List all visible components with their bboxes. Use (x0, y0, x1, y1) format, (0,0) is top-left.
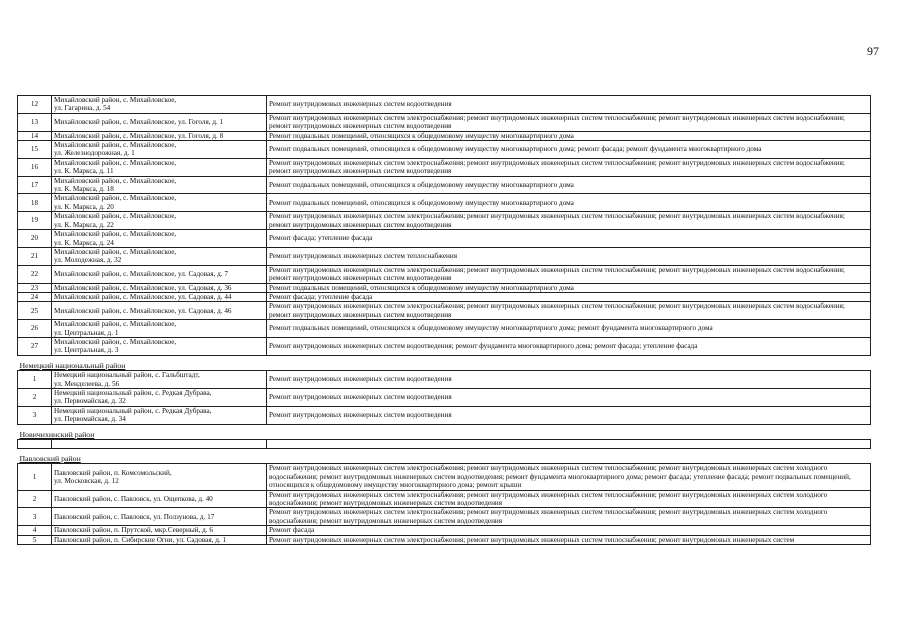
row-number-cell (18, 283, 52, 292)
row-number-cell (18, 113, 52, 131)
address-text: ул. К. Маркса, д. 18 (54, 185, 114, 194)
address-text: Михайловский район, с. Михайловское, (54, 230, 177, 239)
work-type-cell (267, 194, 871, 212)
work-type-cell (267, 371, 871, 389)
district-title: Немецкий национальный район (19, 360, 126, 370)
address-text: ул. Первомайская, д. 34 (54, 415, 126, 424)
row-number-text: 1 (32, 472, 37, 481)
work-type-text: Ремонт внутридомовых инженерных систем электроснабжения; ремонт внутридомовых инженерных систем теплоснабжения; ремонт внутридомовых инженерных систем водоснабжения; ремонт внутридомовых инженерных систем водоотведения (269, 113, 845, 131)
table-row (18, 212, 871, 230)
address-cell (52, 464, 267, 490)
address-cell (52, 371, 267, 389)
district-section-row (18, 424, 871, 439)
work-type-cell (267, 113, 871, 131)
work-type-cell (267, 302, 871, 320)
row-number-text: 17 (30, 180, 39, 189)
work-type-text: Ремонт подвальных помещений, относящихся к общедомовому имуществу многоквартирного дома; ремонт фундамента многоквартирного дома (269, 324, 713, 333)
work-type-text: Ремонт внутридомовых инженерных систем водоотведения; ремонт фундамента многоквартирного дома; ремонт фасада; утепление фасада (269, 342, 698, 351)
address-text: Немецкий национальный район, с. Редкая Дубрава, (54, 389, 212, 397)
work-type-text: Ремонт подвальных помещений, относящихся к общедомовому имуществу многоквартирного дома (269, 198, 574, 207)
work-type-text: Ремонт подвальных помещений, относящихся к общедомовому имуществу многоквартирного дома (269, 283, 574, 292)
address-text: Михайловский район, с. Михайловское, (54, 141, 177, 150)
address-text: Михайловский район, с. Михайловское, (54, 158, 177, 167)
row-number-cell (18, 371, 52, 389)
address-cell (52, 176, 267, 194)
work-type-cell (267, 389, 871, 407)
empty-cell (267, 440, 871, 449)
work-type-cell (267, 490, 871, 508)
district-section-row (18, 449, 871, 464)
work-type-cell (267, 212, 871, 230)
work-type-text: Ремонт внутридомовых инженерных систем электроснабжения; ремонт внутридомовых инженерных систем теплоснабжения; ремонт внутридомовых инженерных систем водоснабжения; ремонт внутридомовых инженерных систем водоотведения (269, 158, 845, 176)
row-number-cell (18, 406, 52, 424)
row-number-text: 4 (32, 526, 37, 535)
work-type-text: Ремонт внутридомовых инженерных систем электроснабжения; ремонт внутридомовых инженерных систем теплоснабжения; ремонт внутридомовых инженерных систем холодного водоснабжения; ремонт внутридомовых инженерных систем водоотведения (269, 508, 828, 525)
row-number-text: 21 (30, 252, 39, 261)
work-type-text: Ремонт внутридомовых инженерных систем водоотведения (269, 100, 452, 109)
table-row (18, 96, 871, 114)
row-number-cell (18, 141, 52, 159)
row-number-cell (18, 526, 52, 535)
row-number-cell (18, 464, 52, 490)
row-number-cell (18, 96, 52, 114)
row-number-cell (18, 490, 52, 508)
row-number-cell (18, 176, 52, 194)
address-cell (52, 247, 267, 265)
address-text: Михайловский район, с. Михайловское, (54, 96, 177, 104)
work-type-text: Ремонт внутридомовых инженерных систем электроснабжения; ремонт внутридомовых инженерных систем теплоснабжения; ремонт внутридомовых инженерных систем холодного водоснабжения; ремонт внутридомовых инженерных систем водоотведения; ремонт фундамента многоквартирного дома; ремонт фасада; утепление фасада; ремонт подвальных помещений, относящихся к общедомовому имуществу многоквартирного дома; ремонт крыши (269, 464, 851, 490)
row-number-cell (18, 230, 52, 248)
row-number-text: 12 (30, 100, 39, 109)
address-cell (52, 337, 267, 355)
address-cell (52, 535, 267, 544)
empty-cell (52, 440, 267, 449)
address-cell (52, 158, 267, 176)
address-text: ул. К. Маркса, д. 11 (54, 167, 114, 176)
address-text: Михайловский район, с. Михайловское, ул. Садовая, д. 36 (54, 283, 232, 292)
work-type-cell (267, 141, 871, 159)
work-type-cell (267, 176, 871, 194)
repair-schedule-body (18, 96, 871, 545)
row-number-text: 2 (32, 393, 37, 402)
address-text: ул. Центральная, д. 3 (54, 346, 119, 355)
table-row (18, 508, 871, 526)
table-row (18, 320, 871, 338)
work-type-text: Ремонт внутридомовых инженерных систем электроснабжения; ремонт внутридомовых инженерных систем теплоснабжения; ремонт внутридомовых инженерных систем водоснабжения; ремонт внутридомовых инженерных систем водоотведения (269, 212, 845, 229)
table-row (18, 158, 871, 176)
address-text: ул. Гагарина, д. 54 (54, 104, 111, 113)
address-text: Немецкий национальный район, с. Гальбштадт, (54, 371, 200, 380)
work-type-cell (267, 320, 871, 338)
work-type-text: Ремонт подвальных помещений, относящихся к общедомовому имуществу многоквартирного дома (269, 180, 574, 189)
address-text: Немецкий национальный район, с. Редкая Дубрава, (54, 406, 212, 415)
address-text: Михайловский район, с. Михайловское, ул. Гоголя, д. 8 (54, 131, 224, 140)
address-text: Михайловский район, с. Михайловское, ул. Садовая, д. 44 (54, 292, 232, 301)
address-text: Павловский район, с. Павловск, ул. Ощепкова, д. 40 (54, 494, 213, 503)
table-row (18, 406, 871, 424)
work-type-cell (267, 131, 871, 140)
district-title: Павловский район (19, 454, 81, 464)
address-cell (52, 389, 267, 407)
address-cell (52, 141, 267, 159)
address-cell (52, 490, 267, 508)
work-type-text: Ремонт внутридомовых инженерных систем электроснабжения; ремонт внутридомовых инженерных систем теплоснабжения; ремонт внутридомовых инженерных систем водоснабжения; ремонт внутридомовых инженерных систем водоотведения (269, 302, 845, 319)
address-cell (52, 212, 267, 230)
empty-cell (18, 440, 52, 449)
table-row (18, 194, 871, 212)
work-type-cell (267, 526, 871, 535)
row-number-text: 27 (30, 342, 39, 351)
address-cell (52, 265, 267, 283)
table-row (18, 371, 871, 389)
row-number-text: 22 (30, 269, 39, 278)
empty-table-row (18, 440, 871, 449)
address-cell (52, 526, 267, 535)
work-type-text: Ремонт внутридомовых инженерных систем водоотведения (269, 375, 452, 384)
table-row (18, 141, 871, 159)
row-number-cell (18, 212, 52, 230)
row-number-text: 1 (32, 375, 37, 384)
work-type-cell (267, 283, 871, 292)
repair-schedule-sheet (17, 95, 870, 545)
row-number-text: 15 (30, 145, 39, 154)
address-text: Михайловский район, с. Михайловское, ул. Садовая, д. 46 (54, 306, 232, 315)
work-type-cell (267, 337, 871, 355)
district-title: Новичихинский район (19, 429, 95, 439)
row-number-cell (18, 247, 52, 265)
row-number-text: 18 (30, 198, 39, 207)
row-number-text: 23 (30, 283, 39, 292)
table-row (18, 337, 871, 355)
row-number-text: 2 (32, 494, 37, 503)
row-number-text: 19 (30, 216, 39, 225)
work-type-text: Ремонт внутридомовых инженерных систем теплоснабжения (269, 252, 458, 261)
address-cell (52, 113, 267, 131)
address-cell (52, 96, 267, 114)
row-number-cell (18, 337, 52, 355)
work-type-text: Ремонт фасада; утепление фасада (269, 292, 373, 301)
row-number-text: 25 (30, 306, 39, 315)
address-cell (52, 283, 267, 292)
work-type-cell (267, 96, 871, 114)
address-cell (52, 320, 267, 338)
address-text: Михайловский район, с. Михайловское, (54, 247, 177, 256)
page-number: 97 (867, 44, 879, 58)
row-number-text: 5 (32, 535, 37, 544)
work-type-cell (267, 265, 871, 283)
work-type-cell (267, 158, 871, 176)
address-text: Павловский район, с. Павловск, ул. Ползунова, д. 17 (54, 512, 215, 521)
address-text: Михайловский район, с. Михайловское, ул. Гоголя, д. 1 (54, 118, 224, 127)
work-type-cell (267, 464, 871, 490)
row-number-text: 13 (30, 118, 39, 127)
row-number-text: 26 (30, 324, 39, 333)
row-number-cell (18, 292, 52, 301)
row-number-cell (18, 389, 52, 407)
row-number-cell (18, 194, 52, 212)
address-text: Михайловский район, с. Михайловское, (54, 212, 177, 221)
row-number-text: 3 (32, 512, 37, 521)
table-row (18, 176, 871, 194)
work-type-cell (267, 292, 871, 301)
table-row (18, 302, 871, 320)
row-number-cell (18, 265, 52, 283)
row-number-cell (18, 302, 52, 320)
work-type-cell (267, 247, 871, 265)
work-type-text: Ремонт внутридомовых инженерных систем электроснабжения; ремонт внутридомовых инженерных систем теплоснабжения; ремонт внутридомовых инженерных систем холодного водоснабжения; ремонт внутридомовых инженерных систем водоотведения (269, 490, 828, 508)
work-type-text: Ремонт внутридомовых инженерных систем электроснабжения; ремонт внутридомовых инженерных систем теплоснабжения; ремонт внутридомовых инженерных систем водоснабжения; ремонт внутридомовых инженерных систем водоотведения (269, 265, 845, 283)
address-text: Михайловский район, с. Михайловское, (54, 337, 177, 346)
table-row (18, 292, 871, 301)
address-text: Михайловский район, с. Михайловское, (54, 176, 177, 185)
table-row (18, 464, 871, 490)
address-text: Павловский район, п. Сибирские Огни, ул. Садовая, д. 1 (54, 535, 227, 544)
address-cell (52, 292, 267, 301)
work-type-text: Ремонт внутридомовых инженерных систем водоотведения (269, 411, 452, 420)
address-text: Михайловский район, с. Михайловское, ул. Садовая, д. 7 (54, 269, 228, 278)
address-text: Михайловский район, с. Михайловское, (54, 320, 177, 329)
table-row (18, 247, 871, 265)
row-number-cell (18, 508, 52, 526)
table-row (18, 526, 871, 535)
table-row (18, 535, 871, 544)
address-cell (52, 508, 267, 526)
row-number-cell (18, 131, 52, 140)
work-type-cell (267, 508, 871, 526)
address-text: Михайловский район, с. Михайловское, (54, 194, 177, 203)
row-number-text: 20 (30, 234, 39, 243)
address-text: ул. Железнодорожная, д. 1 (54, 149, 135, 158)
address-cell (52, 230, 267, 248)
address-text: ул. К. Маркса, д. 24 (54, 238, 114, 247)
row-number-text: 16 (30, 163, 39, 172)
row-number-cell (18, 535, 52, 544)
table-row (18, 131, 871, 140)
address-cell (52, 406, 267, 424)
work-type-text: Ремонт фасада (269, 526, 315, 535)
address-text: ул. Московская, д. 12 (54, 477, 119, 486)
table-row (18, 230, 871, 248)
address-cell (52, 194, 267, 212)
address-text: ул. К. Маркса, д. 22 (54, 220, 114, 229)
row-number-text: 24 (30, 292, 39, 301)
work-type-text: Ремонт внутридомовых инженерных систем водоотведения (269, 393, 452, 402)
address-text: ул. Менделеева, д. 56 (54, 379, 120, 388)
work-type-text: Ремонт подвальных помещений, относящихся к общедомовому имуществу многоквартирного дома; ремонт фасада; ремонт фундамента многоквартирного дома (269, 145, 762, 154)
address-text: ул. Первомайская, д. 32 (54, 397, 126, 406)
district-section-row (18, 355, 871, 370)
table-row (18, 113, 871, 131)
work-type-cell (267, 406, 871, 424)
work-type-cell (267, 230, 871, 248)
address-cell (52, 131, 267, 140)
row-number-cell (18, 320, 52, 338)
address-cell (52, 302, 267, 320)
row-number-text: 3 (32, 411, 37, 420)
work-type-cell (267, 535, 871, 544)
address-text: ул. К. Маркса, д. 20 (54, 202, 114, 211)
work-type-text: Ремонт фасада; утепление фасада (269, 234, 373, 243)
repair-schedule-table (17, 95, 871, 545)
work-type-text: Ремонт подвальных помещений, относящихся к общедомовому имуществу многоквартирного дома (269, 131, 574, 140)
row-number-cell (18, 158, 52, 176)
table-row (18, 265, 871, 283)
table-row (18, 283, 871, 292)
table-row (18, 490, 871, 508)
address-text: Павловский район, п. Прутской, мкр.Северный, д. 6 (54, 526, 213, 535)
address-text: ул. Молодежная, д. 32 (54, 256, 122, 265)
work-type-text: Ремонт внутридомовых инженерных систем электроснабжения; ремонт внутридомовых инженерных систем теплоснабжения; ремонт внутридомовых инженерных систем (269, 535, 795, 544)
table-row (18, 389, 871, 407)
address-text: Павловский район, п. Комсомольский, (54, 468, 172, 477)
row-number-text: 14 (30, 131, 39, 140)
address-text: ул. Центральная, д. 1 (54, 328, 119, 337)
